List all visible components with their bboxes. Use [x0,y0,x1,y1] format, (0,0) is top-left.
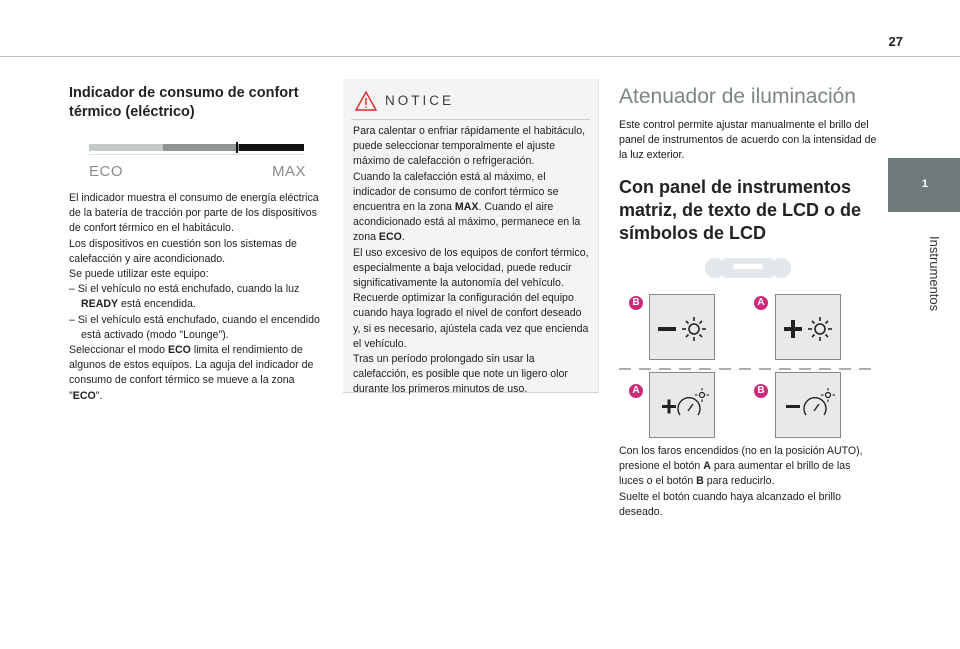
dimmer-instructions [619,444,877,520]
paragraph: El uso excesivo de los equipos de confort térmico, especialmente a baja velocidad, puede reducir significativamente la autonomía del vehículo. [353,246,589,290]
column-thermal-indicator [69,84,321,404]
page-number: 27 [888,34,903,49]
gauge-baseline [89,154,304,155]
chapter-number: 1 [921,178,928,190]
paragraph: El indicador muestra el consumo de energía eléctrica de la batería de tracción por parte de los dispositivos de confort térmico en el habitáculo. [69,192,319,235]
gauge-eco-zone [89,144,163,151]
paragraph: Recuerde optimizar la configuración del equipo cuando haya logrado el nivel de confort deseado y, si es necesario, ajústela cada vez que encienda el vehículo. [353,292,589,350]
paragraph: Para calentar o enfriar rápidamente el habitáculo, puede seleccionar temporalmente el ajuste máximo de calefacción o refrigeración. [353,125,586,168]
column-dimmer [619,84,877,245]
paragraph: Este control permite ajustar manualmente el brillo del panel de instrumentos de acuerdo con la intensidad de la luz exterior. [619,119,877,162]
subsection-title: Con panel de instrumentos matriz, de texto de LCD o de símbolos de LCD [619,176,862,243]
minus-sun-icon [650,295,714,359]
paragraph: Suelte el botón cuando haya alcanzado el brillo deseado. [619,490,842,518]
button-a-badge: A [754,296,768,310]
button-b-badge: B [754,384,768,398]
separator-dashes [619,368,877,370]
gauge-mid-zone [163,144,239,151]
gauge-max-label: MAX [271,163,306,180]
paragraph: Se puede utilizar este equipo: [69,268,209,281]
button-a-badge: A [629,384,643,398]
dim-up-button[interactable] [775,294,841,360]
notice-heading: NOTICE [385,93,455,108]
chapter-label-wrap [928,236,946,346]
dim-down-button[interactable] [649,294,715,360]
gauge-max-zone [239,144,304,151]
chapter-label: Instrumentos [927,236,942,312]
gauge-labels [69,163,321,181]
notice-divider [351,119,590,120]
paragraph: Tras un período prolongado sin usar la calefacción, es posible que note un ligero olor durante los primeros minutos de uso. [353,353,568,396]
paragraph: Seleccionar el modo ECO limita el rendimiento de algunos de estos equipos. La aguja del indicador de consumo de confort térmico se mueve a la zona "ECO". [69,344,314,402]
button-b-badge: B [629,296,643,310]
dimmer-diagram [619,250,877,440]
notice-box [343,79,599,396]
section-title-dimmer: Atenuador de iluminación [619,85,856,108]
minus-dashboard-icon [776,373,840,437]
section-title-thermal: Indicador de consumo de confort térmico (eléctrico) [69,85,299,120]
plus-dashboard-icon [650,373,714,437]
paragraph: Cuando la calefacción está al máximo, el indicador de consumo de confort térmico se encuentra en la zona MAX. Cuando el aire acondicionado está al máximo, permanece en la zona ECO. [353,170,581,244]
steering-control-icon [705,254,791,280]
dim-up-button[interactable] [649,372,715,438]
plus-sun-icon [776,295,840,359]
gauge-eco-label: ECO [89,163,124,180]
list-item: – Si el vehículo no está enchufado, cuando la luz READY está encendida. [69,283,300,311]
dim-down-button[interactable] [775,372,841,438]
thermal-body [69,191,321,404]
header-rule [0,56,960,57]
paragraph: Con los faros encendidos (no en la posición AUTO), presione el botón A para aumentar el brillo de las luces o el botón B para reducirlo. [619,445,863,488]
gauge-needle [236,142,238,153]
dimmer-intro [619,118,877,164]
warning-icon [355,91,377,111]
comfort-gauge [89,144,304,151]
list-item: – Si el vehículo está enchufado, cuando el encendido está activado (modo "Lounge"). [69,313,320,341]
paragraph: Los dispositivos en cuestión son los sistemas de calefacción y aire acondicionado. [69,237,297,265]
notice-body [353,124,591,398]
